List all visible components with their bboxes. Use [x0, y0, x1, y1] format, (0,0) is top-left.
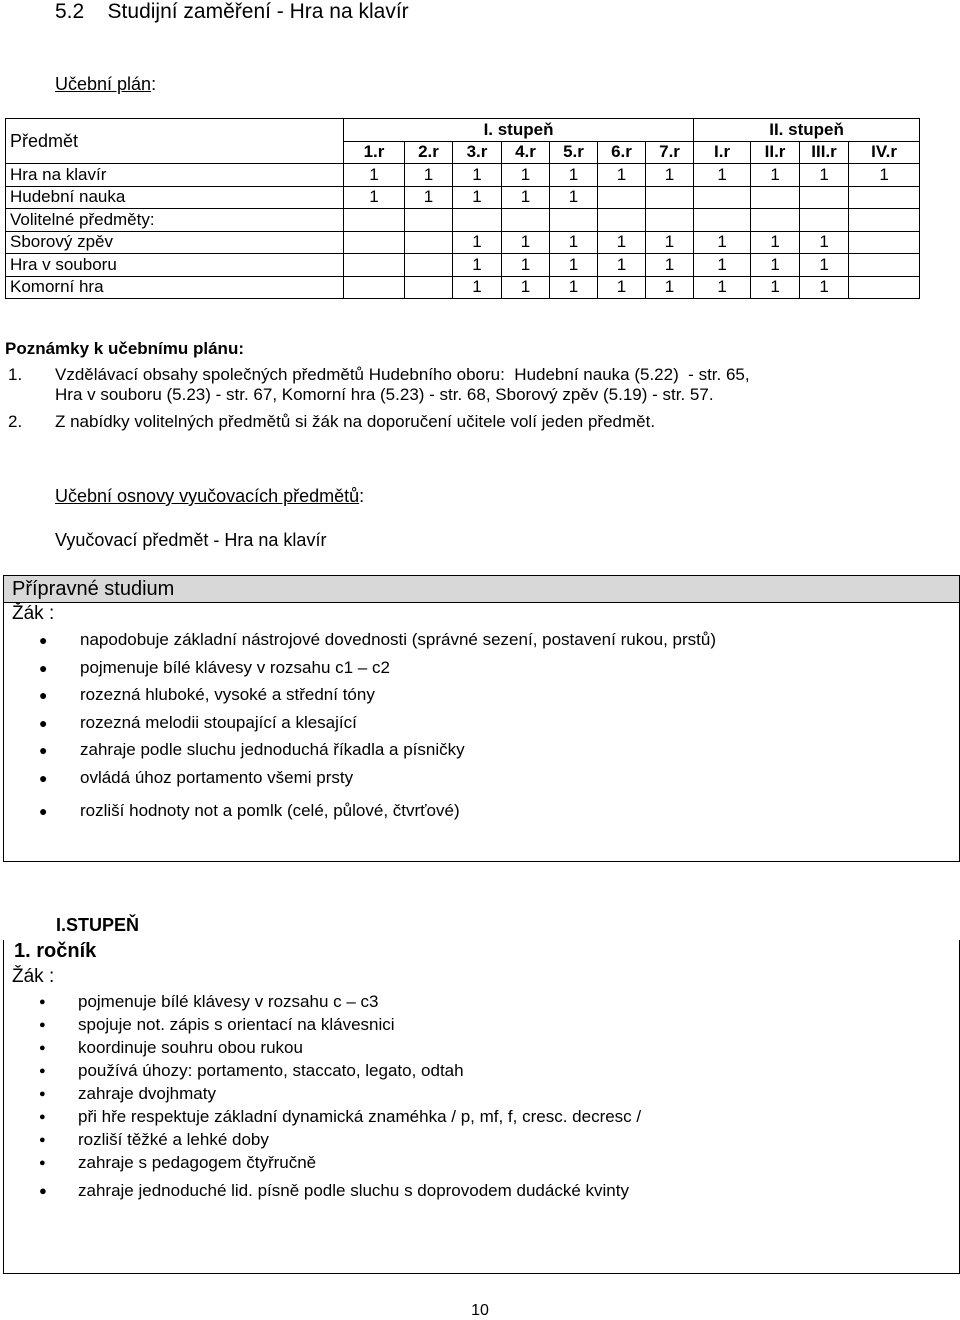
- row-subject: Sborový zpěv: [6, 231, 344, 254]
- cell: [550, 209, 598, 232]
- cell: [344, 254, 405, 277]
- bullet-icon: ●: [39, 659, 48, 676]
- bullet-icon: ●: [39, 632, 48, 648]
- grade1-box: [3, 940, 960, 1274]
- table-row: [6, 254, 920, 277]
- cell: 1: [550, 276, 598, 299]
- page-number: 10: [471, 1302, 489, 1319]
- cell: 1: [800, 231, 849, 254]
- cell: 1: [502, 254, 550, 277]
- note-item: [8, 412, 938, 432]
- bullet-icon: ●: [39, 742, 48, 758]
- bullet-icon: ●: [39, 1183, 47, 1198]
- cell: [502, 209, 550, 232]
- grade-title: 1. ročník: [14, 940, 97, 962]
- preparatory-box: [3, 575, 960, 862]
- cell: 1: [751, 254, 800, 277]
- pupil-label: Žák :: [12, 603, 55, 624]
- cell: [694, 209, 751, 232]
- table-row: [6, 276, 920, 299]
- table-row: [6, 186, 920, 209]
- bullet-icon: ●: [39, 687, 48, 703]
- year-header: 7.r: [646, 141, 694, 164]
- cell: [849, 231, 920, 254]
- bullet-icon: ●: [39, 1088, 46, 1100]
- list-item: ● při hře respektuje základní dynamická znaméhka / p, mf, f, cresc. decresc /: [39, 1107, 642, 1126]
- table-row: [6, 209, 920, 232]
- curriculum-title: Učební osnovy vyučovacích předmětů:: [55, 486, 365, 506]
- list-item: ● rozliší hodnoty not a pomlk (celé, půlové, čtvrťové): [39, 801, 460, 820]
- cell: 1: [751, 231, 800, 254]
- list-item: ● rozliší těžké a lehké doby: [39, 1130, 269, 1149]
- cell: 1: [550, 164, 598, 187]
- note-number: 1.: [8, 365, 23, 384]
- subject-title: Vyučovací předmět - Hra na klavír: [55, 530, 327, 550]
- cell: [849, 186, 920, 209]
- cell: [694, 186, 751, 209]
- cell: [453, 209, 502, 232]
- cell: 1: [550, 231, 598, 254]
- row-subject: Hra na klavír: [6, 164, 344, 187]
- cell: 1: [453, 276, 502, 299]
- table-header-row: [6, 119, 920, 142]
- cell: 1: [751, 164, 800, 187]
- cell: 1: [751, 276, 800, 299]
- note-number: 2.: [8, 412, 23, 431]
- cell: [344, 209, 405, 232]
- note-text: Vzdělávací obsahy společných předmětů Hudebního oboru: Hudební nauka (5.22) - str. 65,: [55, 365, 750, 384]
- list-item: ● spojuje not. zápis s orientací na klávesnici: [39, 1015, 395, 1034]
- list-item: ● rozezná hluboké, vysoké a střední tóny: [39, 685, 375, 704]
- list-item: ● zahraje jednoduché lid. písně podle sluchu s doprovodem dudácké kvinty: [39, 1181, 629, 1200]
- cell: 1: [694, 254, 751, 277]
- year-header: 2.r: [405, 141, 453, 164]
- cell: 1: [344, 164, 405, 187]
- subject-header: Předmět: [6, 119, 344, 164]
- cell: 1: [646, 231, 694, 254]
- list-item: ● rozezná melodii stoupající a klesající: [39, 712, 357, 732]
- cell: [344, 231, 405, 254]
- bullet-icon: ●: [39, 1019, 46, 1031]
- cell: [598, 209, 646, 232]
- bullet-icon: ●: [39, 1065, 46, 1077]
- cell: 1: [694, 276, 751, 299]
- table-row: [6, 231, 920, 254]
- cell: 1: [502, 231, 550, 254]
- cell: 1: [646, 276, 694, 299]
- year-header: 6.r: [598, 141, 646, 164]
- bullet-icon: ●: [39, 1134, 46, 1146]
- cell: [849, 276, 920, 299]
- bullet-icon: ●: [39, 714, 48, 731]
- list-item: ● koordinuje souhru obou rukou: [39, 1038, 303, 1057]
- cell: [405, 231, 453, 254]
- preparatory-list: [39, 629, 716, 828]
- study-plan-table: [5, 118, 920, 299]
- cell: 1: [849, 164, 920, 187]
- cell: 1: [598, 254, 646, 277]
- year-header: II.r: [751, 141, 800, 164]
- cell: [849, 254, 920, 277]
- notes-title: Poznámky k učebnímu plánu:: [5, 339, 244, 358]
- section-heading: [55, 0, 409, 24]
- note-text: Z nabídky volitelných předmětů si žák na doporučení učitele volí jeden předmět.: [55, 412, 656, 431]
- cell: 1: [405, 164, 453, 187]
- stage1-header: I. stupeň: [344, 119, 694, 142]
- stage-title: I.STUPEŇ: [56, 915, 140, 935]
- year-header: 1.r: [344, 141, 405, 164]
- cell: [751, 209, 800, 232]
- list-item: ● používá úhozy: portamento, staccato, legato, odtah: [39, 1061, 464, 1080]
- list-item: ● pojmenuje bílé klávesy v rozsahu c1 – c2: [39, 657, 390, 677]
- list-item: ● zahraje s pedagogem čtyřručně: [39, 1153, 317, 1172]
- pupil-label: Žák :: [12, 966, 55, 987]
- cell: 1: [800, 164, 849, 187]
- cell: 1: [550, 254, 598, 277]
- grade1-list: [39, 991, 641, 1203]
- table-row: [6, 164, 920, 187]
- cell: 1: [598, 276, 646, 299]
- cell: [849, 209, 920, 232]
- cell: 1: [646, 164, 694, 187]
- study-plan-label-text: Učební plán: [55, 74, 152, 94]
- cell: 1: [502, 164, 550, 187]
- bullet-icon: ●: [39, 1157, 46, 1169]
- cell: 1: [598, 164, 646, 187]
- cell: 1: [646, 254, 694, 277]
- year-header: 4.r: [502, 141, 550, 164]
- cell: 1: [344, 186, 405, 209]
- section-title: Studijní zaměření - Hra na klavír: [107, 0, 409, 23]
- cell: [405, 209, 453, 232]
- bullet-icon: ●: [39, 1111, 46, 1123]
- cell: 1: [502, 276, 550, 299]
- row-subject: Komorní hra: [6, 276, 344, 299]
- preparatory-title: Přípravné studium: [4, 576, 959, 603]
- year-header: I.r: [694, 141, 751, 164]
- cell: 1: [550, 186, 598, 209]
- cell: 1: [800, 254, 849, 277]
- cell: 1: [502, 186, 550, 209]
- year-header: 3.r: [453, 141, 502, 164]
- stage2-header: II. stupeň: [694, 119, 920, 142]
- cell: 1: [453, 231, 502, 254]
- list-item: ● zahraje dvojhmaty: [39, 1084, 216, 1103]
- cell: 1: [694, 231, 751, 254]
- list-item: ● zahraje podle sluchu jednoduchá říkadla a písničky: [39, 740, 465, 759]
- cell: [598, 186, 646, 209]
- cell: [344, 276, 405, 299]
- cell: [405, 254, 453, 277]
- list-item: ● pojmenuje bílé klávesy v rozsahu c – c3: [39, 992, 379, 1011]
- bullet-icon: ●: [39, 996, 46, 1008]
- year-header: III.r: [800, 141, 849, 164]
- cell: 1: [453, 186, 502, 209]
- cell: [800, 186, 849, 209]
- section-number: 5.2: [55, 0, 85, 23]
- row-subject: Volitelné předměty:: [6, 209, 344, 232]
- bullet-icon: ●: [39, 1042, 46, 1054]
- bullet-icon: ●: [39, 803, 48, 819]
- row-subject: Hra v souboru: [6, 254, 344, 277]
- note-text: Hra v souboru (5.23) - str. 67, Komorní hra (5.23) - str. 68, Sborový zpěv (5.19) - str. 57.: [55, 385, 714, 404]
- year-header: IV.r: [849, 141, 920, 164]
- cell: [646, 209, 694, 232]
- cell: 1: [694, 164, 751, 187]
- list-item: ● napodobuje základní nástrojové dovednosti (správné sezení, postavení rukou, prstů): [39, 630, 717, 649]
- study-plan-label: Učební plán:: [55, 74, 157, 94]
- note-item: [8, 365, 938, 405]
- cell: 1: [453, 164, 502, 187]
- cell: 1: [453, 254, 502, 277]
- cell: 1: [405, 186, 453, 209]
- bullet-icon: ●: [39, 769, 48, 786]
- cell: 1: [598, 231, 646, 254]
- cell: [751, 186, 800, 209]
- cell: 1: [800, 276, 849, 299]
- row-subject: Hudební nauka: [6, 186, 344, 209]
- list-item: ● ovládá úhoz portamento všemi prsty: [39, 767, 354, 787]
- cell: [646, 186, 694, 209]
- cell: [800, 209, 849, 232]
- cell: [405, 276, 453, 299]
- year-header: 5.r: [550, 141, 598, 164]
